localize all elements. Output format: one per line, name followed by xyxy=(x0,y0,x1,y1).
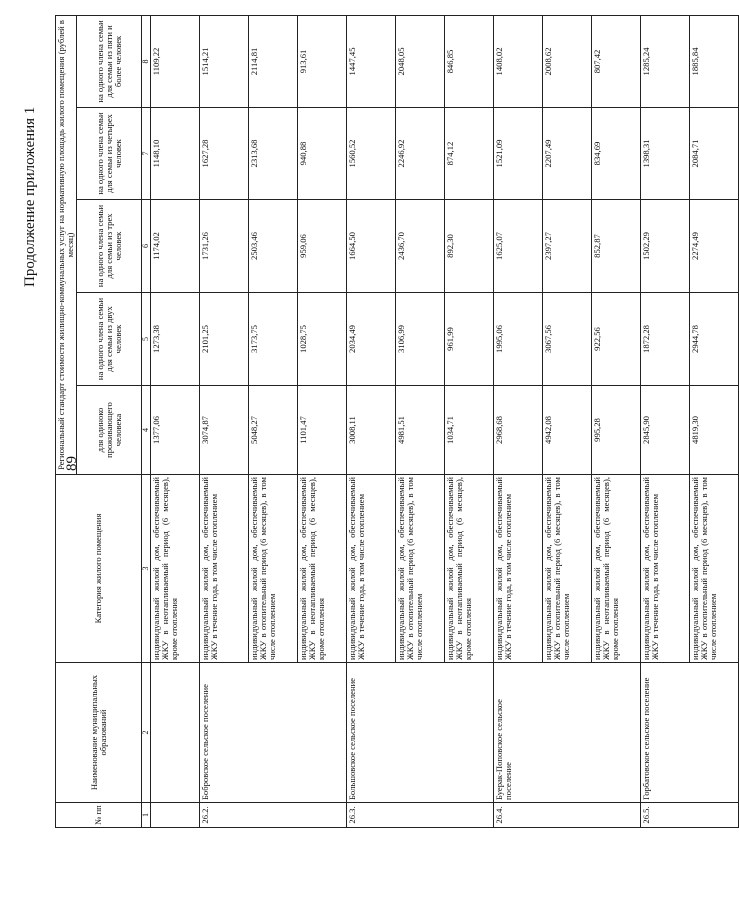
housing-category: индивидуальный жилой дом, обеспечиваемый ЖКУ в течение года, в том числе отоплением xyxy=(347,475,396,663)
header-category: Категория жилого помещения xyxy=(56,475,142,663)
row-number: 26.2. xyxy=(200,803,347,828)
table-row xyxy=(494,15,543,827)
cost-value: 961,99 xyxy=(445,293,494,386)
cost-value: 874,12 xyxy=(445,108,494,200)
cost-value: 3173,75 xyxy=(249,293,298,386)
cost-value: 1101,47 xyxy=(298,386,347,475)
cost-value: 1627,28 xyxy=(200,108,249,200)
cost-value: 1625,07 xyxy=(494,200,543,293)
cost-value: 1408,02 xyxy=(494,15,543,107)
cost-value: 2968,68 xyxy=(494,386,543,475)
header-standard: Региональный стандарт стоимости жилищно-коммунальных услуг на нормативную площадь жилого помещения (рублей в месяц) xyxy=(56,15,77,474)
table-body xyxy=(151,15,739,827)
cost-value: 1885,84 xyxy=(690,15,739,107)
continuation-title: Продолжение приложения 1 xyxy=(22,106,38,287)
row-number: 26.4. xyxy=(494,803,641,828)
cost-value: 3008,11 xyxy=(347,386,396,475)
cost-value: 2008,62 xyxy=(543,15,592,107)
cost-value: 1502,29 xyxy=(641,200,690,293)
header-family-3: на одного члена семьи для семьи из трех человек xyxy=(77,200,142,293)
cost-value: 1560,52 xyxy=(347,108,396,200)
housing-category: индивидуальный жилой дом, обеспечиваемый ЖКУ в неотапливаемый период (6 месяцев), кроме отопления xyxy=(151,475,200,663)
cost-value: 2048,05 xyxy=(396,15,445,107)
cost-value: 2207,49 xyxy=(543,108,592,200)
column-index: 4 xyxy=(142,386,151,475)
cost-value: 1034,71 xyxy=(445,386,494,475)
cost-value: 4981,51 xyxy=(396,386,445,475)
cost-value: 2246,92 xyxy=(396,108,445,200)
cost-value: 913,61 xyxy=(298,15,347,107)
cost-value: 2503,46 xyxy=(249,200,298,293)
cost-value: 2101,25 xyxy=(200,293,249,386)
cost-value: 2114,81 xyxy=(249,15,298,107)
table-row xyxy=(200,15,249,827)
cost-value: 2436,70 xyxy=(396,200,445,293)
column-index: 3 xyxy=(142,475,151,663)
cost-value: 922,56 xyxy=(592,293,641,386)
header-family-2: на одного члена семьи для семьи из двух человек xyxy=(77,293,142,386)
housing-category: индивидуальный жилой дом, обеспечиваемый ЖКУ в отопительный период (6 месяцев), в том числе отоплением xyxy=(690,475,739,663)
row-number xyxy=(151,803,200,828)
housing-category: индивидуальный жилой дом, обеспечиваемый ЖКУ в неотапливаемый период (6 месяцев), кроме отопления xyxy=(445,475,494,663)
cost-value: 2397,27 xyxy=(543,200,592,293)
cost-value: 1872,28 xyxy=(641,293,690,386)
cost-value: 1514,21 xyxy=(200,15,249,107)
cost-value: 3074,87 xyxy=(200,386,249,475)
housing-category: индивидуальный жилой дом, обеспечиваемый ЖКУ в течение года, в том числе отоплением xyxy=(641,475,690,663)
housing-category: индивидуальный жилой дом, обеспечиваемый ЖКУ в течение года, в том числе отоплением xyxy=(494,475,543,663)
housing-category: индивидуальный жилой дом, обеспечиваемый ЖКУ в неотапливаемый период (6 месяцев), кроме отопления xyxy=(298,475,347,663)
column-index: 6 xyxy=(142,200,151,293)
cost-value: 1377,06 xyxy=(151,386,200,475)
cost-value: 1109,22 xyxy=(151,15,200,107)
header-num: № пп xyxy=(56,803,142,828)
cost-value: 846,85 xyxy=(445,15,494,107)
cost-value: 1028,75 xyxy=(298,293,347,386)
cost-value: 5048,27 xyxy=(249,386,298,475)
cost-value: 959,06 xyxy=(298,200,347,293)
table-row xyxy=(347,15,396,827)
cost-value: 3106,99 xyxy=(396,293,445,386)
cost-value: 852,87 xyxy=(592,200,641,293)
cost-value: 892,30 xyxy=(445,200,494,293)
cost-value: 2034,49 xyxy=(347,293,396,386)
housing-category: индивидуальный жилой дом, обеспечиваемый ЖКУ в течение года, в том числе отоплением xyxy=(200,475,249,663)
cost-value: 1174,02 xyxy=(151,200,200,293)
cost-value: 1398,31 xyxy=(641,108,690,200)
table-row xyxy=(151,15,200,827)
housing-cost-table xyxy=(55,15,739,828)
housing-category: индивидуальный жилой дом, обеспечиваемый ЖКУ в отопительный период (6 месяцев), в том числе отоплением xyxy=(543,475,592,663)
header-municipality: Наименование муниципальных образований xyxy=(56,663,142,803)
housing-category: индивидуальный жилой дом, обеспечиваемый ЖКУ в отопительный период (6 месяцев), в том числе отоплением xyxy=(396,475,445,663)
header-single: для одиноко проживающего человека xyxy=(77,386,142,475)
cost-value: 1285,24 xyxy=(641,15,690,107)
header-family-5: на одного члена семьи для семьи из пяти и более человек xyxy=(77,15,142,107)
cost-value: 1521,09 xyxy=(494,108,543,200)
column-index: 8 xyxy=(142,15,151,107)
cost-value: 2274,49 xyxy=(690,200,739,293)
municipality-name: Большовское сельское поселение xyxy=(347,663,494,803)
cost-value: 834,69 xyxy=(592,108,641,200)
municipality-name: Бобровское сельское поселение xyxy=(200,663,347,803)
row-number: 26.5. xyxy=(641,803,739,828)
cost-value: 2944,78 xyxy=(690,293,739,386)
cost-value: 1995,06 xyxy=(494,293,543,386)
cost-value: 1731,26 xyxy=(200,200,249,293)
header-family-4: на одного члена семьи для семьи из четырех человек xyxy=(77,108,142,200)
table-row xyxy=(641,15,690,827)
cost-value: 1148,10 xyxy=(151,108,200,200)
cost-value: 2845,90 xyxy=(641,386,690,475)
cost-value: 1273,38 xyxy=(151,293,200,386)
column-index: 1 xyxy=(142,803,151,828)
cost-value: 3067,56 xyxy=(543,293,592,386)
municipality-name: Горбатовское сельское поселение xyxy=(641,663,739,803)
page-number: 89 xyxy=(64,456,80,471)
cost-value: 4819,30 xyxy=(690,386,739,475)
housing-category: индивидуальный жилой дом, обеспечиваемый ЖКУ в неотапливаемый период (6 месяцев), кроме отопления xyxy=(592,475,641,663)
cost-value: 2084,71 xyxy=(690,108,739,200)
cost-value: 807,42 xyxy=(592,15,641,107)
cost-value: 4942,08 xyxy=(543,386,592,475)
municipality-name: Буерак-Поповское сельское поселение xyxy=(494,663,641,803)
column-index: 7 xyxy=(142,108,151,200)
cost-value: 995,28 xyxy=(592,386,641,475)
row-number: 26.3. xyxy=(347,803,494,828)
municipality-name xyxy=(151,663,200,803)
cost-value: 1664,50 xyxy=(347,200,396,293)
cost-value: 940,88 xyxy=(298,108,347,200)
cost-value: 2313,68 xyxy=(249,108,298,200)
cost-value: 1447,45 xyxy=(347,15,396,107)
column-index: 5 xyxy=(142,293,151,386)
housing-category: индивидуальный жилой дом, обеспечиваемый ЖКУ в отопительный период (6 месяцев), в том числе отоплением xyxy=(249,475,298,663)
column-index: 2 xyxy=(142,663,151,803)
